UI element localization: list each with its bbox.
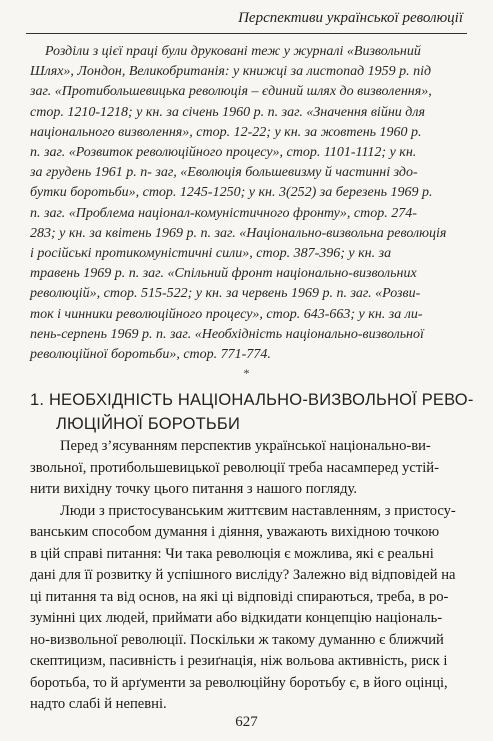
intro-line: 283; у кн. за квітень 1969 р. п. заг. «Національно-визвольна революція: [30, 225, 447, 241]
section-separator: *: [243, 366, 250, 380]
intro-line: ток і чинники революційного процесу», стор. 643-663; у кн. за ли-: [30, 306, 423, 322]
intro-line: стор. 1210-1218; у кн. за січень 1960 р. п. заг. «Значення війни для: [30, 104, 425, 120]
intro-line: національного визволення», стор. 12-22; у кн. за жовтень 1960 р.: [30, 124, 422, 140]
body-text: [30, 436, 470, 716]
section-heading-line: 1. НЕОБХІДНІСТЬ НАЦІОНАЛЬНО-ВИЗВОЛЬНОЇ РЕВО-: [30, 391, 474, 409]
header-rule: [26, 33, 467, 34]
intro-note: [30, 42, 470, 365]
body-line: надто слабі й непевні.: [30, 696, 167, 712]
body-line: звольної, протибольшевицької революції треба насамперед устій-: [30, 459, 439, 476]
body-line: дані для її розвитку й успішного вислідy? Залежно від відповідей на: [30, 567, 456, 583]
body-line: в цій справі питання: Чи така революція є можлива, які є реальні: [30, 545, 434, 562]
body-line: Перед з’ясуванням перспектив української національно-ви-: [60, 438, 431, 454]
intro-line: Розділи з цієї праці були друковані теж у журналі «Визвольний: [45, 44, 421, 59]
section-heading-line: ЛЮЦІЙНОЇ БОРОТЬБИ: [56, 415, 241, 433]
running-header-title: Перспективи української революції: [238, 10, 463, 26]
intro-line: революційної боротьби», стор. 771-774.: [30, 347, 271, 363]
body-line: скептицизм, пасивність і резиґнація, ніж вольова активність, риск і: [30, 653, 448, 669]
body-line: Люди з пристосуванським життєвим наставленням, з пристосу-: [60, 502, 456, 519]
intro-line: Шлях», Лондон, Великобританія: у книжці за листопад 1959 р. під: [30, 64, 432, 80]
body-line: нити вихідну точку цього питання з нашого погляду.: [30, 481, 357, 497]
body-line: зумінні цих людей, приймати або відкидати концепцію національ-: [30, 610, 443, 626]
intro-line: революцій», стор. 515-522; у кн. за червень 1969 р. п. заг. «Розви-: [30, 286, 421, 302]
body-line: но-визвольної революції. Поскільки ж такому думанню є ближчий: [30, 631, 444, 648]
intro-line: п. заг. «Проблема націонал-комуністичного фронту», стор. 274-: [30, 205, 417, 221]
section-heading: [30, 388, 474, 436]
page-number: 627: [235, 714, 258, 730]
running-header: [0, 0, 493, 36]
body-line: боротьба, то й арґументи за революційну боротьбу є, в його оцінці,: [30, 674, 448, 691]
body-line: ванським способом думання і діяння, уважають вихідною точкою: [30, 524, 440, 540]
intro-line: пень-серпень 1969 р. п. заг. «Необхідність національно-визвольної: [30, 326, 424, 342]
body-line: ці питання та від основ, на які ці відповіді спираються, треба, в ро-: [30, 588, 449, 605]
intro-line: за грудень 1961 р. п- заг, «Еволюція большевизму й частинні здо-: [30, 165, 418, 181]
intro-line: п. заг. «Розвиток революційного процесу», стор. 1101-1112; у кн.: [30, 145, 417, 161]
intro-line: бутки боротьби», стор. 1245-1250; у кн. 3(252) за березень 1969 р.: [30, 185, 433, 201]
intro-line: і російські протикомуністичні сили», стор. 387-396; у кн. за: [30, 246, 392, 262]
intro-line: травень 1969 р. п. заг. «Спільний фронт національно-визвольних: [30, 266, 417, 282]
intro-line: заг. «Протибольшевицька революція – єдиний шлях до визволення»,: [30, 84, 432, 100]
